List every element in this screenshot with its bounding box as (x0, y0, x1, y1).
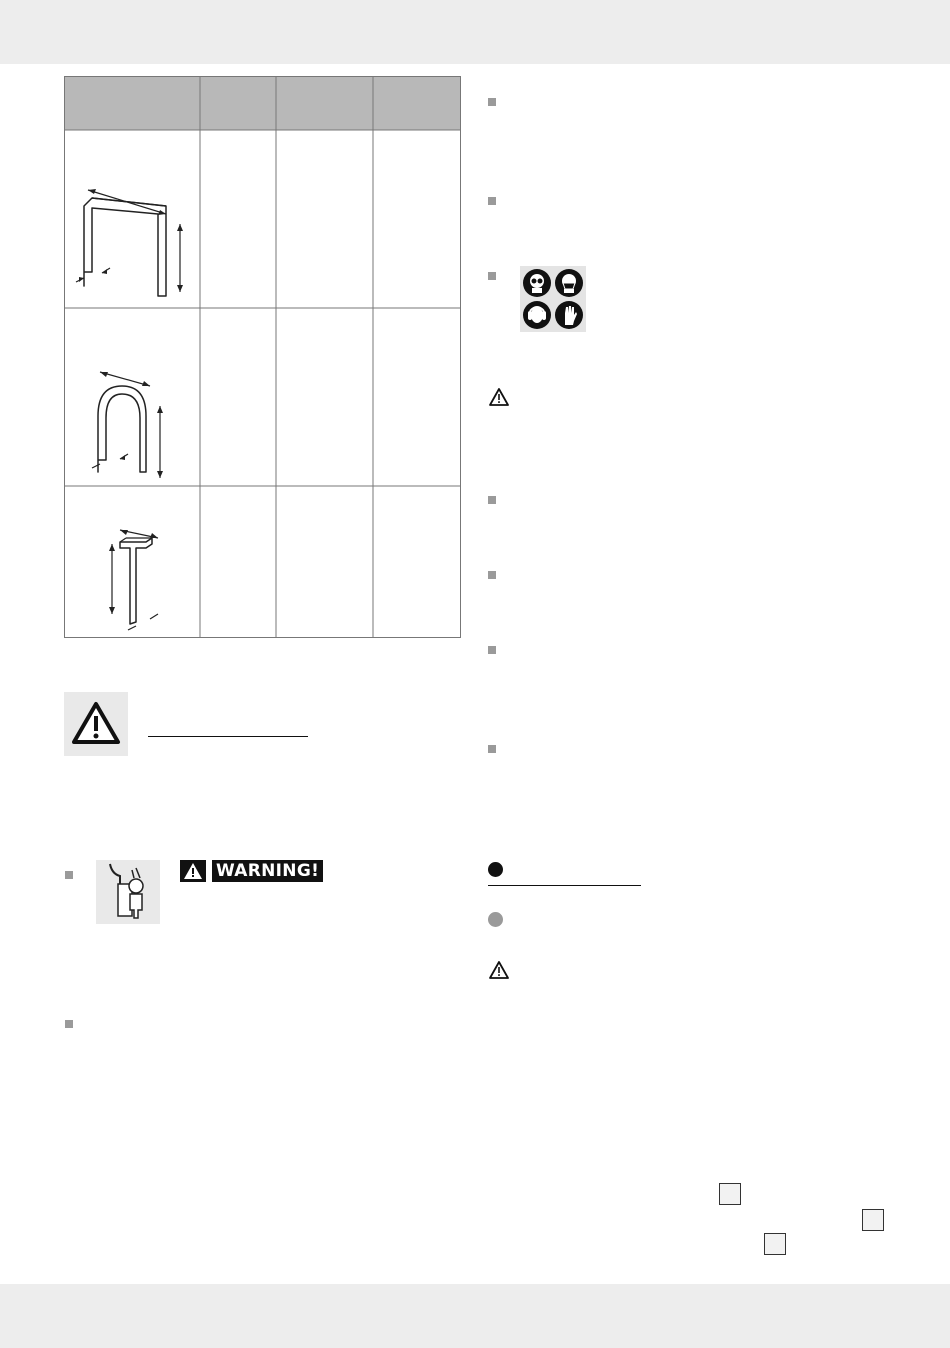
part-reference-box (719, 1183, 741, 1205)
brad-nail-icon (100, 522, 200, 634)
child-with-packaging-icon (96, 860, 160, 924)
warning-triangle-icon (488, 960, 510, 980)
bullet-marker (488, 272, 496, 280)
bullet-marker (488, 646, 496, 654)
eye-protection-icon (523, 269, 551, 297)
gloves-icon (555, 301, 583, 329)
bullet-marker (488, 745, 496, 753)
part-reference-box (764, 1233, 786, 1255)
bullet-marker (488, 496, 496, 504)
bullet-marker (488, 98, 496, 106)
table-header-row (64, 76, 461, 130)
ppe-pictograms (520, 266, 586, 332)
flat-staple-icon (74, 176, 200, 306)
bullet-marker (65, 871, 73, 879)
dust-mask-icon (555, 269, 583, 297)
warning-word: WARNING! (212, 860, 323, 882)
round-staple-icon (90, 364, 200, 484)
bullet-marker (65, 1020, 73, 1028)
warning-label-triangle (180, 860, 206, 882)
page-header-band (0, 0, 950, 64)
section-heading-underline (148, 736, 308, 737)
subsection-dot-grey (488, 912, 503, 927)
part-reference-box (862, 1209, 884, 1231)
staple-table (64, 76, 461, 638)
warning-label (180, 860, 323, 882)
warning-triangle-icon (488, 387, 510, 407)
bullet-marker (488, 571, 496, 579)
section-heading-underline (488, 885, 641, 886)
bullet-marker (488, 197, 496, 205)
warning-triangle-icon (183, 862, 203, 880)
page-footer-band (0, 1284, 950, 1348)
children-warning-pictogram (96, 860, 160, 924)
ear-protection-icon (523, 301, 551, 329)
warning-triangle-icon (64, 692, 128, 756)
safety-warning-box (64, 692, 128, 756)
section-dot-dark (488, 862, 503, 877)
